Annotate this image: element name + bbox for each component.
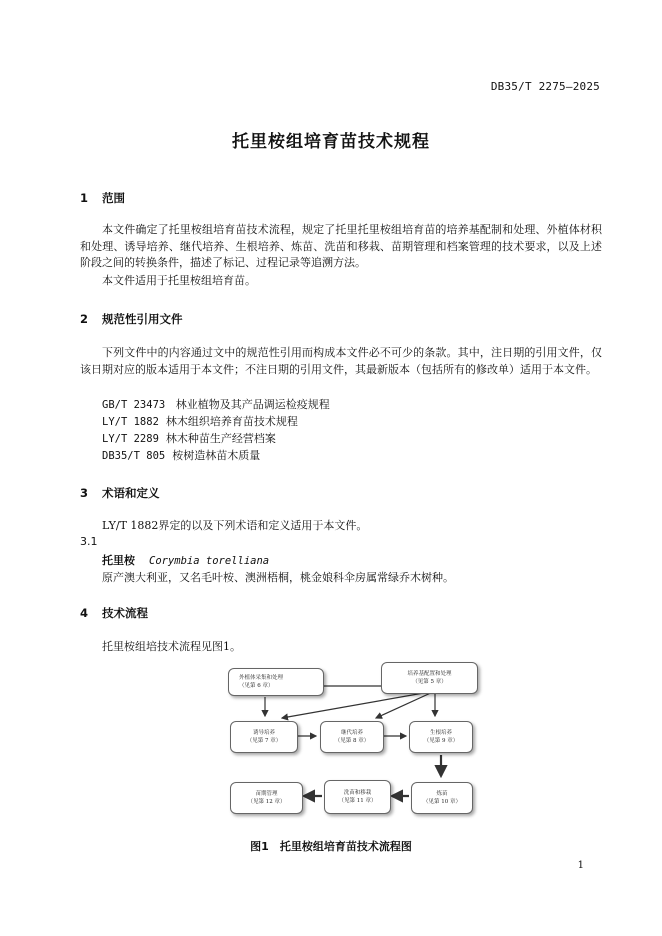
reference-item <box>102 396 330 412</box>
flow-box-ref: （见第 11 章） <box>338 798 377 804</box>
terms-paragraph: LY/T 1882界定的以及下列术语和定义适用于本文件。 <box>102 519 368 532</box>
section-number: 2 <box>80 312 89 326</box>
flow-box-ref: （见第 12 章） <box>247 799 286 805</box>
flow-box-label: 诱导培养 <box>252 730 275 736</box>
term-number: 3.1 <box>80 535 98 548</box>
workflow-paragraph: 托里桉组培技术流程见图1。 <box>102 640 241 653</box>
document-number: DB35/T 2275—2025 <box>490 80 600 93</box>
section-4-heading <box>80 605 148 621</box>
flow-box-ref: （见第 7 章） <box>246 738 282 744</box>
flow-box-induction <box>230 721 298 753</box>
reference-item <box>102 413 298 429</box>
term-definition: 原产澳大利亚，又名毛叶桉、澳洲梧桐，桃金娘科伞房属常绿乔木树种。 <box>102 571 454 584</box>
reference-name: 林木组织培养育苗技术规程 <box>165 415 298 428</box>
term-name-line <box>102 552 269 568</box>
section-title: 术语和定义 <box>102 486 160 500</box>
flow-box-hardening <box>411 782 473 814</box>
flow-box-ref: （见第 10 章） <box>423 799 461 805</box>
section-number: 1 <box>80 191 89 205</box>
flow-box-rooting <box>409 721 473 753</box>
scope-paragraph: 本文件确定了托里桉组培育苗技术流程，规定了托里托里桉组培育苗的培养基配制和处理、外植体材积和处理、诱导培养、继代培养、生根培养、炼苗、洗苗和移栽、苗期管理和档案管理的技术要求，以及上述阶段之间的转换条件，描述了标记、过程记录等追溯方法。 <box>80 223 602 269</box>
flow-box-label: 培养基配置和处理 <box>407 671 452 677</box>
section-title: 规范性引用文件 <box>102 312 183 326</box>
reference-code: LY/T 1882 <box>102 416 159 428</box>
document-title: 托里桉组培育苗技术规程 <box>232 132 430 152</box>
reference-code: GB/T 23473 <box>102 399 166 411</box>
flow-box-medium <box>381 662 478 694</box>
reference-name: 林业植物及其产品调运检疫规程 <box>175 398 330 411</box>
reference-code: DB35/T 805 <box>102 450 166 462</box>
flow-box-label: 生根培养 <box>429 730 452 736</box>
flow-box-transplant <box>324 780 391 814</box>
reference-item <box>102 447 260 463</box>
page-number: 1 <box>577 860 584 871</box>
reference-code: LY/T 2289 <box>102 433 159 445</box>
flow-box-ref: （见第 6 章） <box>239 683 274 689</box>
scope-applicability: 本文件适用于托里桉组培育苗。 <box>102 274 256 287</box>
flow-box-label: 外植体采集和处理 <box>239 675 284 681</box>
flow-box-explant <box>228 668 324 696</box>
flow-box-ref: （见第 5 章） <box>412 679 447 685</box>
section-1-heading <box>80 190 125 206</box>
term-latin-name: Corymbia torelliana <box>149 555 270 567</box>
arrow-medium-to-subculture <box>376 691 435 718</box>
flow-box-label: 洗苗和移栽 <box>343 790 372 796</box>
flow-box-ref: （见第 9 章） <box>423 738 459 744</box>
flow-box-management <box>230 782 303 814</box>
reference-item <box>102 430 276 446</box>
reference-name: 林木种苗生产经营档案 <box>165 432 276 445</box>
section-3-heading <box>80 485 160 501</box>
flow-box-label: 继代培养 <box>340 730 363 736</box>
section-2-heading <box>80 311 183 327</box>
section-title: 技术流程 <box>102 606 149 620</box>
figure-caption: 图1 托里桉组培育苗技术流程图 <box>250 840 412 853</box>
flow-box-label: 苗期管理 <box>255 791 278 797</box>
flow-box-label: 炼苗 <box>436 791 448 797</box>
section-title: 范围 <box>102 191 126 205</box>
section-number: 3 <box>80 486 89 500</box>
references-paragraph: 下列文件中的内容通过文中的规范性引用而构成本文件必不可少的条款。其中，注日期的引用文件，仅该日期对应的版本适用于本文件；不注日期的引用文件，其最新版本（包括所有的修改单）适用于本文件。 <box>80 346 602 376</box>
flow-box-subculture <box>320 721 384 753</box>
flow-box-ref: （见第 8 章） <box>334 738 370 744</box>
reference-name: 桉树造林苗木质量 <box>172 449 261 462</box>
flowchart <box>226 656 476 826</box>
section-number: 4 <box>80 606 89 620</box>
term-name: 托里桉 <box>102 554 135 567</box>
